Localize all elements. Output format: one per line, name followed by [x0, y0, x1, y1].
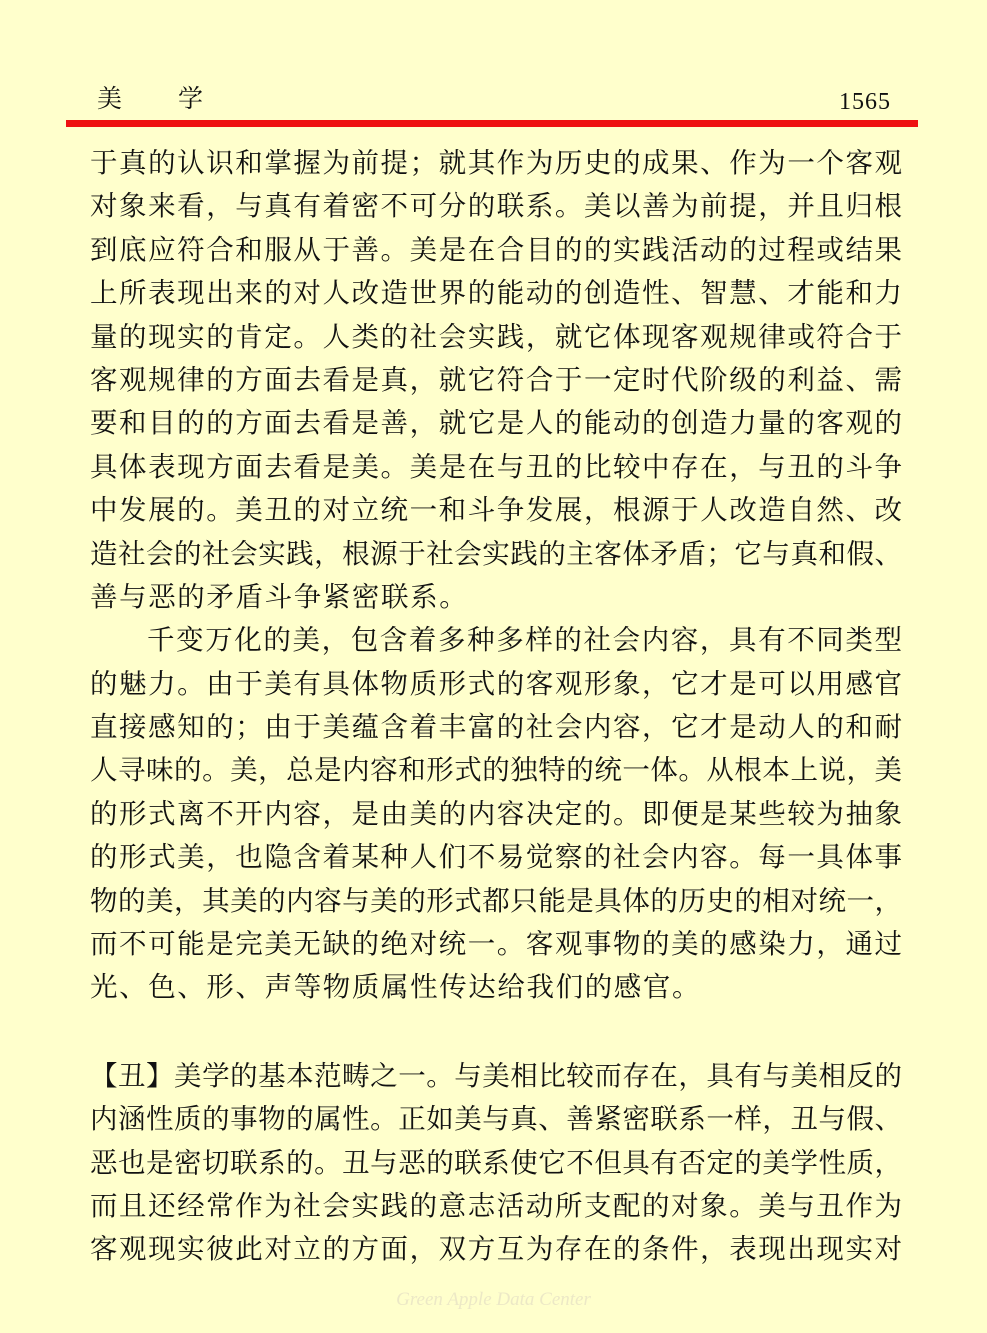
- text-line: 客观现实彼此对立的方面，双方互为存在的条件，表现出现实对: [90, 1233, 902, 1266]
- header-rule: [66, 120, 918, 127]
- text-line: 内涵性质的事物的属性。正如美与真、善紧密联系一样，丑与假、: [90, 1103, 902, 1136]
- page-number: 1565: [839, 89, 891, 115]
- text-line: 对象来看，与真有着密不可分的联系。美以善为前提，并且归根: [90, 190, 902, 223]
- text-line: 而且还经常作为社会实践的意志活动所支配的对象。美与丑作为: [90, 1189, 902, 1222]
- text-line: 于真的认识和掌握为前提；就其作为历史的成果、作为一个客观: [90, 147, 902, 179]
- text-line: 千变万化的美，包含着多种多样的社会内容，具有不同类型: [147, 624, 902, 657]
- dictionary-entry-chou: [90, 1055, 902, 1272]
- text-line: 直接感知的；由于美蕴含着丰富的社会内容，它才是动人的和耐: [90, 711, 902, 744]
- text-line: 【丑】美学的基本范畴之一。与美相比较而存在，具有与美相反的: [90, 1059, 902, 1092]
- text-line: 物的美，其美的内容与美的形式都只能是具体的历史的相对统一，: [90, 884, 902, 917]
- text-line: 人寻味的。美，总是内容和形式的独特的统一体。从根本上说，美: [90, 754, 902, 787]
- text-line: 中发展的。美丑的对立统一和斗争发展，根源于人改造自然、改: [90, 494, 902, 527]
- text-line: 造社会的社会实践，根源于社会实践的主客体矛盾；它与真和假、: [90, 537, 902, 570]
- running-title: 美 学: [97, 84, 206, 113]
- text-line: 的形式离不开内容，是由美的内容决定的。即便是某些较为抽象: [90, 797, 902, 830]
- text-line: 要和目的的方面去看是善，就它是人的能动的创造力量的客观的: [90, 407, 902, 440]
- text-line: 具体表现方面去看是美。美是在与丑的比较中存在，与丑的斗争: [90, 450, 902, 483]
- text-line: 的魅力。由于美有具体物质形式的客观形象，它才是可以用感官: [90, 667, 902, 700]
- paragraph-spacer: [90, 1010, 902, 1055]
- watermark: Green Apple Data Center: [396, 1289, 591, 1310]
- text-line: 到底应符合和服从于善。美是在合目的的实践活动的过程或结果: [90, 233, 902, 266]
- text-line: 光、色、形、声等物质属性传达给我们的感官。: [90, 971, 702, 1004]
- text-line: 而不可能是完美无缺的绝对统一。客观事物的美的感染力，通过: [90, 928, 902, 961]
- body-text: [90, 142, 902, 1272]
- text-line: 善与恶的矛盾斗争紧密联系。: [90, 580, 469, 613]
- paragraph-2: [90, 619, 902, 1010]
- paragraph-1: [90, 142, 902, 619]
- text-line: 客观规律的方面去看是真，就它符合于一定时代阶级的利益、需: [90, 363, 902, 396]
- text-line: 上所表现出来的对人改造世界的能动的创造性、智慧、才能和力: [90, 277, 902, 310]
- text-line: 量的现实的肯定。人类的社会实践，就它体现客观规律或符合于: [90, 320, 902, 353]
- text-line: 的形式美，也隐含着某种人们不易觉察的社会内容。每一具体事: [90, 841, 902, 874]
- text-line: 恶也是密切联系的。丑与恶的联系使它不但具有否定的美学性质，: [90, 1146, 902, 1179]
